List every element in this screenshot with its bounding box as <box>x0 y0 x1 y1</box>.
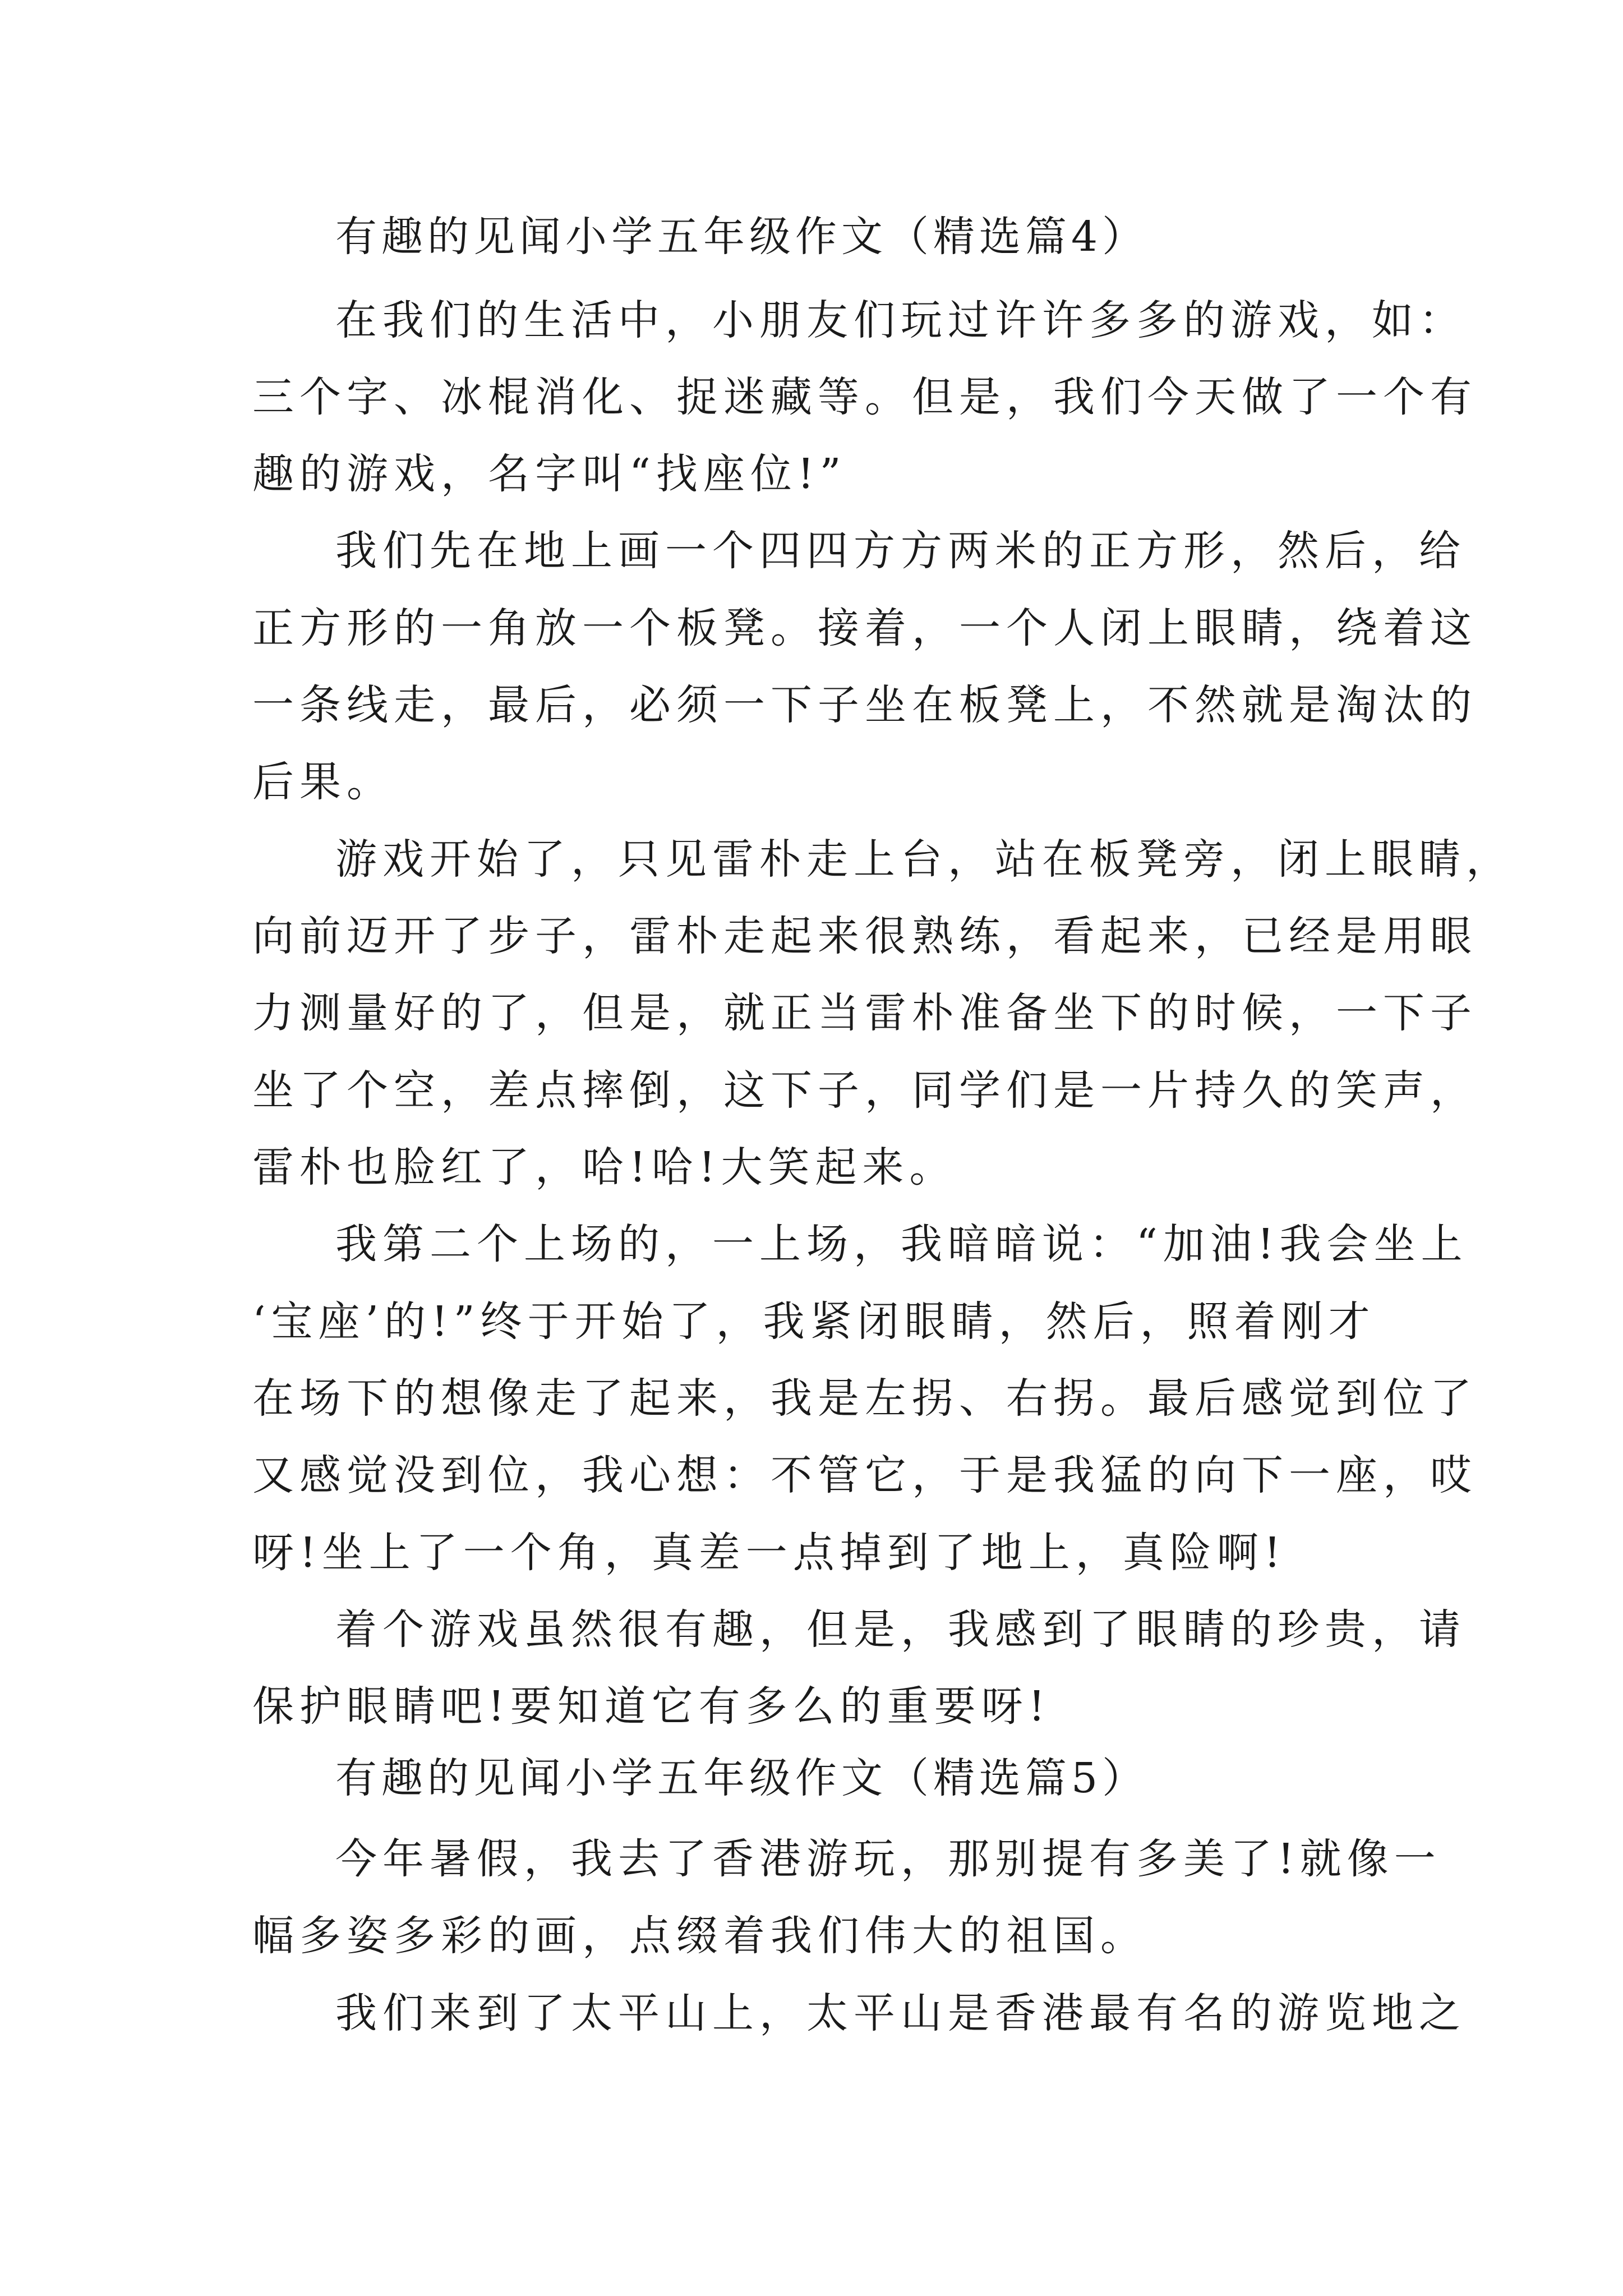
paragraph-line: 雷朴也脸红了，哈!哈!大笑起来。 <box>252 1143 957 1191</box>
paragraph-line: 向前迈开了步子，雷朴走起来很熟练，看起来，已经是用眼 <box>252 912 1477 960</box>
paragraph-line: 保护眼睛吧!要知道它有多么的重要呀! <box>252 1682 1051 1731</box>
paragraph-line: 呀!坐上了一个角，真差一点掉到了地上，真险啊! <box>252 1529 1287 1577</box>
paragraph-line: 一条线走，最后，必须一下子坐在板凳上，不然就是淘汰的 <box>252 681 1477 729</box>
paragraph-line: 着个游戏虽然很有趣，但是，我感到了眼睛的珍贵，请 <box>335 1605 1466 1654</box>
paragraph-line: 趣的游戏，名字叫“找座位!” <box>252 450 847 498</box>
paragraph-line: 后果。 <box>252 758 394 806</box>
paragraph-line: 又感觉没到位，我心想：不管它，于是我猛的向下一座，哎 <box>252 1451 1477 1499</box>
paragraph-line: 在场下的想像走了起来，我是左拐、右拐。最后感觉到位了 <box>252 1374 1477 1423</box>
paragraph-line: 游戏开始了，只见雷朴走上台，站在板凳旁，闭上眼睛， <box>335 835 1513 884</box>
paragraph-line: ‘宝座’的!”终于开始了，我紧闭眼睛，然后，照着刚才 <box>252 1297 1376 1346</box>
paragraph-line: 坐了个空，差点摔倒，这下子，同学们是一片持久的笑声， <box>252 1066 1477 1115</box>
paragraph-line: 我们先在地上画一个四四方方两米的正方形，然后，给 <box>335 527 1466 575</box>
paragraph-line: 三个字、冰棍消化、捉迷藏等。但是，我们今天做了一个有 <box>252 373 1477 421</box>
paragraph-line: 今年暑假，我去了香港游玩，那别提有多美了!就像一 <box>335 1835 1441 1883</box>
paragraph-line: 我们来到了太平山上，太平山是香港最有名的游览地之 <box>335 1989 1466 2037</box>
section-heading-4: 有趣的见闻小学五年级作文（精选篇4） <box>335 213 1149 261</box>
section-heading-5: 有趣的见闻小学五年级作文（精选篇5） <box>335 1754 1149 1802</box>
paragraph-line: 正方形的一角放一个板凳。接着，一个人闭上眼睛，绕着这 <box>252 604 1477 652</box>
paragraph-line: 幅多姿多彩的画，点缀着我们伟大的祖国。 <box>252 1912 1147 1960</box>
paragraph-line: 力测量好的了，但是，就正当雷朴准备坐下的时候，一下子 <box>252 989 1477 1037</box>
paragraph-line: 在我们的生活中，小朋友们玩过许许多多的游戏，如： <box>335 296 1466 344</box>
paragraph-line: 我第二个上场的，一上场，我暗暗说：“加油!我会坐上 <box>335 1220 1468 1268</box>
